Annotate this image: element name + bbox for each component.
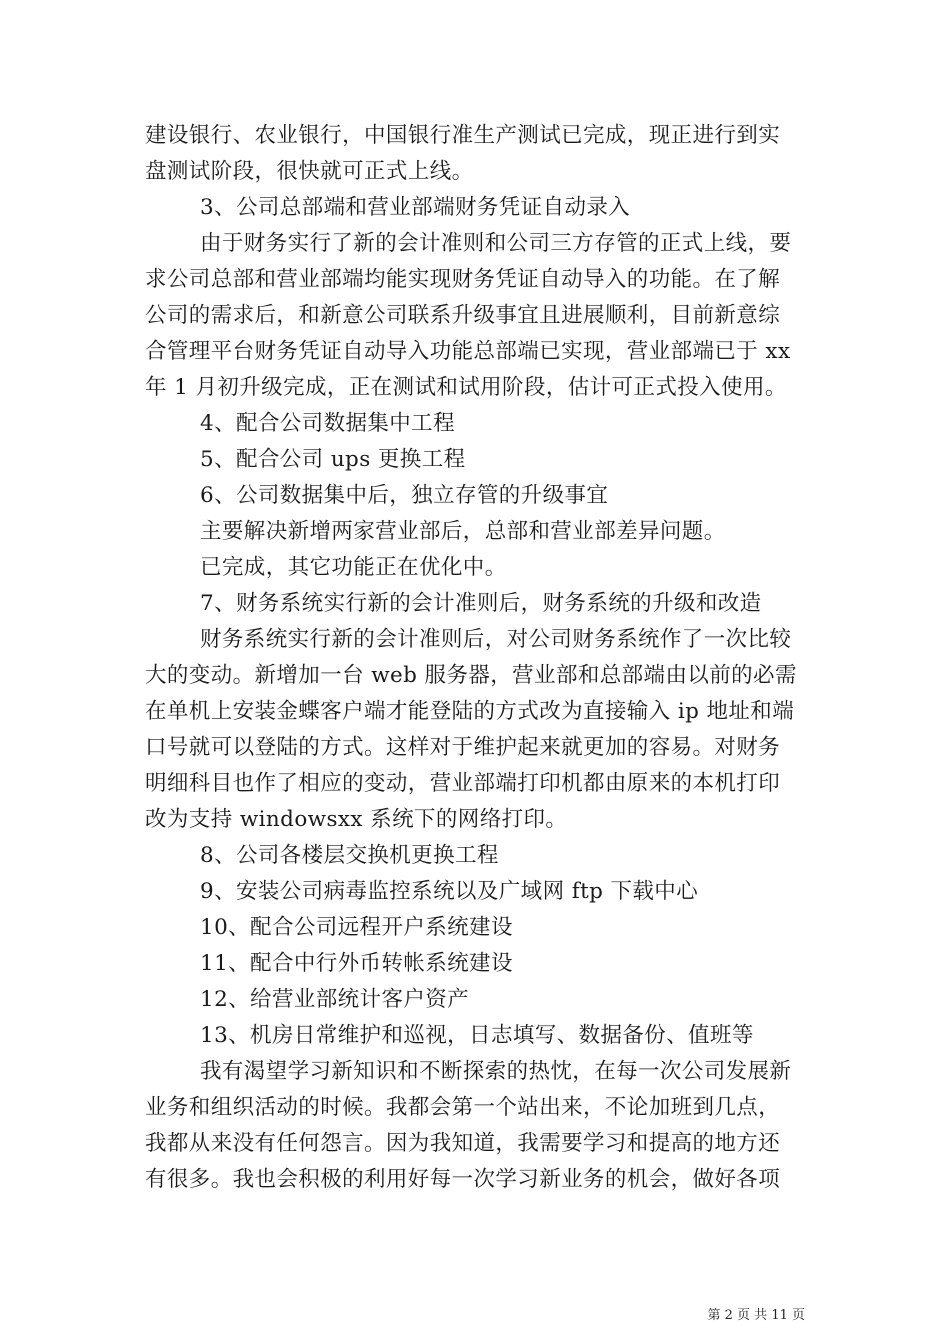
- text-line: 6、公司数据集中后，独立存管的升级事宜: [200, 483, 609, 508]
- text-line: 主要解决新增两家营业部后，总部和营业部差异问题。: [200, 519, 726, 544]
- text-line: 由于财务实行了新的会计准则和公司三方存管的正式上线，要: [200, 231, 792, 256]
- text-line: 业务和组织活动的时候。我都会第一个站出来，不论加班到几点，: [145, 1095, 781, 1120]
- text-line: 10、配合公司远程开户系统建设: [200, 915, 513, 940]
- text-line: 11、配合中行外币转帐系统建设: [200, 951, 513, 976]
- text-line: 在单机上安装金蝶客户端才能登陆的方式改为直接输入 ip 地址和端: [145, 699, 795, 724]
- text-line: 大的变动。新增加一台 web 服务器，营业部和总部端由以前的必需: [145, 663, 797, 688]
- text-line: 盘测试阶段，很快就可正式上线。: [145, 159, 474, 184]
- text-line: 8、公司各楼层交换机更换工程: [200, 843, 499, 868]
- text-line: 12、给营业部统计客户资产: [200, 987, 470, 1012]
- text-line: 口号就可以登陆的方式。这样对于维护起来就更加的容易。对财务: [145, 735, 781, 760]
- text-line: 改为支持 windowsxx 系统下的网络打印。: [145, 807, 568, 832]
- text-line: 明细科目也作了相应的变动，营业部端打印机都由原来的本机打印: [145, 771, 781, 796]
- text-line: 7、财务系统实行新的会计准则后，财务系统的升级和改造: [200, 591, 762, 616]
- text-line: 我有渴望学习新知识和不断探索的热忱，在每一次公司发展新: [200, 1059, 792, 1084]
- text-line: 我都从来没有任何怨言。因为我知道，我需要学习和提高的地方还: [145, 1131, 781, 1156]
- text-line: 4、配合公司数据集中工程: [200, 411, 455, 436]
- document-body: [145, 118, 810, 1198]
- text-line: 5、配合公司 ups 更换工程: [200, 447, 466, 472]
- text-line: 13、机房日常维护和巡视，日志填写、数据备份、值班等: [200, 1023, 754, 1048]
- text-line: 建设银行、农业银行，中国银行准生产测试已完成，现正进行到实: [145, 123, 781, 148]
- text-line: 财务系统实行新的会计准则后，对公司财务系统作了一次比较: [200, 627, 792, 652]
- text-line: 已完成，其它功能正在优化中。: [200, 555, 507, 580]
- text-line: 合管理平台财务凭证自动导入功能总部端已实现，营业部端已于 xx: [145, 339, 791, 364]
- text-line: 有很多。我也会积极的利用好每一次学习新业务的机会，做好各项: [145, 1167, 781, 1192]
- text-line: 年 1 月初升级完成，正在测试和试用阶段，估计可正式投入使用。: [145, 375, 787, 400]
- text-line: 公司的需求后，和新意公司联系升级事宜且进展顺利，目前新意综: [145, 303, 781, 328]
- text-line: 3、公司总部端和营业部端财务凭证自动录入: [200, 195, 631, 220]
- page-number-footer: 第 2 页 共 11 页: [707, 1308, 805, 1323]
- text-line: 求公司总部和营业部端均能实现财务凭证自动导入的功能。在了解: [145, 267, 781, 292]
- text-line: 9、安装公司病毒监控系统以及广域网 ftp 下载中心: [200, 879, 699, 904]
